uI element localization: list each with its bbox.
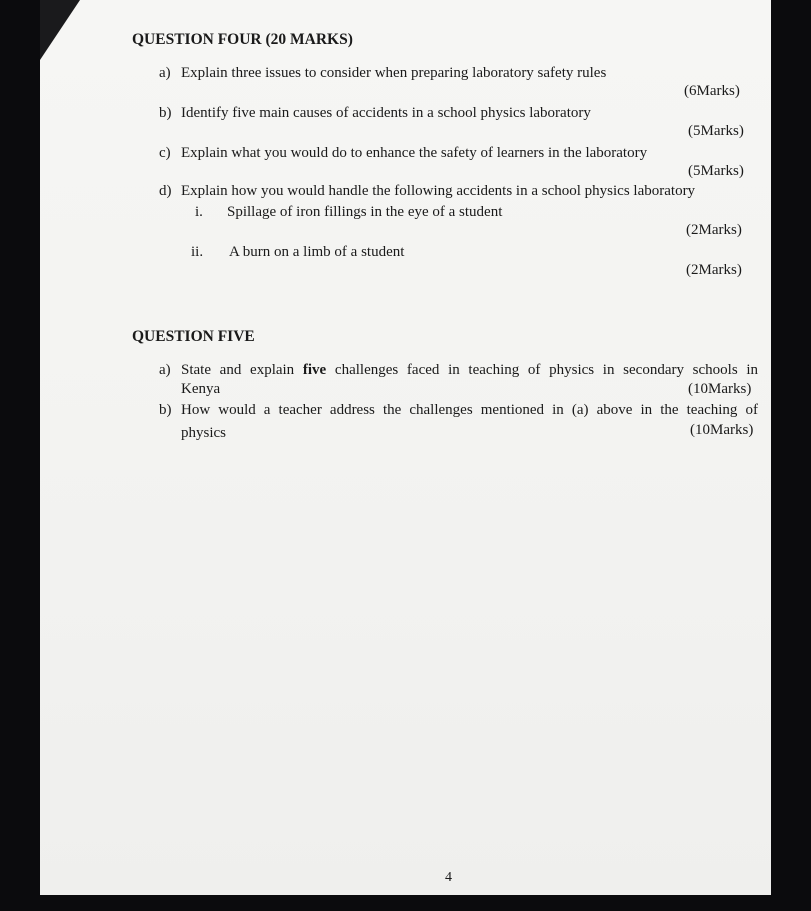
q4-c-text: Explain what you would do to enhance the safety of learners in the laboratory <box>181 145 648 161</box>
q5-a-line2: Kenya <box>181 381 221 397</box>
q4-d-ii-text: A burn on a limb of a student <box>229 244 405 260</box>
q4-c-label: c) <box>159 145 171 161</box>
q4-d-i-marks: (2Marks) <box>686 222 742 238</box>
q4-d-i-label: i. <box>195 204 203 220</box>
q5-b-line2: physics <box>181 425 226 441</box>
q5-a-line1-bold: five <box>302 362 327 378</box>
q4-c-marks: (5Marks) <box>688 163 744 179</box>
q5-b-line1: How would a teacher address the challenges mentioned in (a) above in the teaching of <box>181 402 758 418</box>
q4-b-text: Identify five main causes of accidents in a school physics laboratory <box>181 105 591 121</box>
q4-a-marks: (6Marks) <box>684 83 740 99</box>
q4-d-i-text: Spillage of iron fillings in the eye of a student <box>227 204 503 220</box>
q5-a-marks: (10Marks) <box>688 381 752 397</box>
q5-b-marks: (10Marks) <box>690 422 754 438</box>
q5-a-line1-pre: State and explain <box>181 362 295 378</box>
q4-b-marks: (5Marks) <box>688 123 744 139</box>
page-number: 4 <box>445 870 452 885</box>
question-four-heading: QUESTION FOUR (20 MARKS) <box>132 31 353 48</box>
q4-d-ii-label: ii. <box>191 244 204 260</box>
page-corner-shadow <box>40 0 80 60</box>
q5-a-line1-post: challenges faced in teaching of physics in secondary schools in <box>334 362 759 378</box>
q5-a-label: a) <box>159 362 171 378</box>
q4-a-label: a) <box>159 65 171 81</box>
exam-page <box>40 0 771 895</box>
q4-d-ii-marks: (2Marks) <box>686 262 742 278</box>
question-five-heading: QUESTION FIVE <box>132 328 255 345</box>
q4-b-label: b) <box>159 105 172 121</box>
q4-a-text: Explain three issues to consider when preparing laboratory safety rules <box>181 65 607 81</box>
q4-d-text: Explain how you would handle the following accidents in a school physics laboratory <box>181 183 696 199</box>
q5-b-label: b) <box>159 402 172 418</box>
q5-a-line1 <box>181 361 758 379</box>
q4-d-label: d) <box>159 183 172 199</box>
